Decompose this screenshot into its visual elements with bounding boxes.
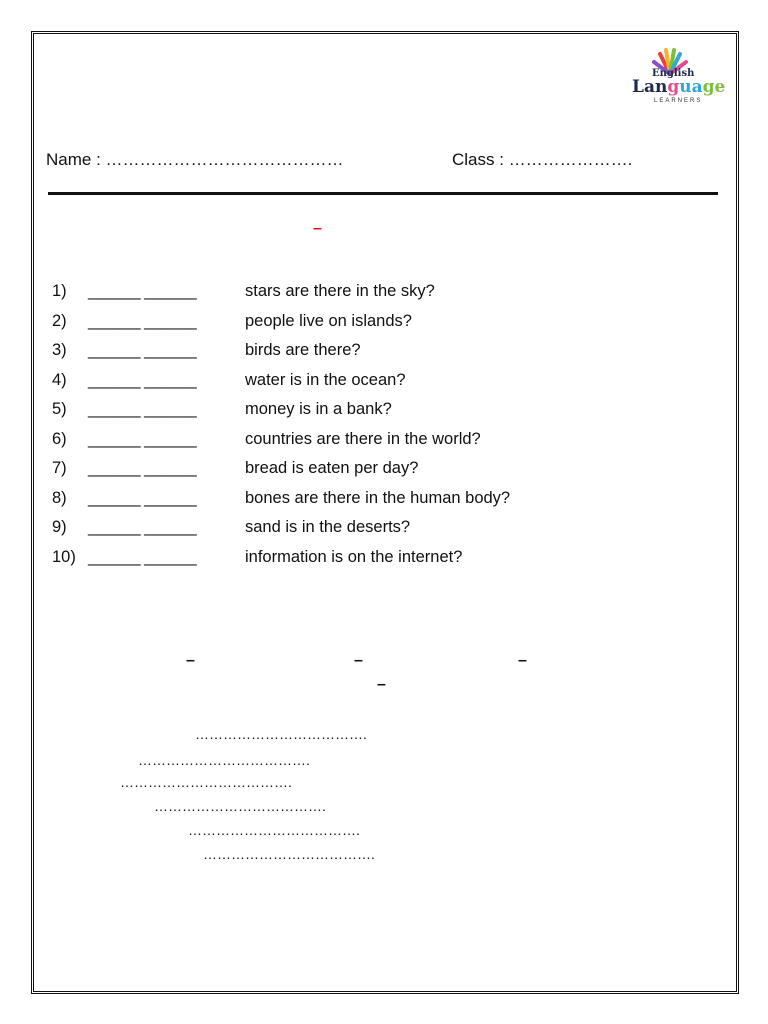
question-number: 1)	[52, 282, 67, 300]
header-divider	[48, 192, 718, 195]
dash-mark: –	[186, 652, 195, 669]
question-number: 9)	[52, 518, 67, 536]
answer-blank[interactable]: ______ ______	[88, 311, 197, 330]
dash-mark: –	[518, 652, 527, 669]
dotted-answer-line[interactable]: ……………………………….	[203, 846, 375, 862]
answer-blank[interactable]: ______ ______	[88, 488, 197, 507]
question-text: bones are there in the human body?	[245, 488, 511, 507]
dotted-answer-line[interactable]: ……………………………….	[154, 798, 326, 814]
dotted-answer-line[interactable]: ……………………………….	[195, 726, 367, 742]
logo-language-text: Language	[632, 77, 726, 97]
question-text: stars are there in the sky?	[245, 282, 435, 300]
answer-blank[interactable]: ______ ______	[88, 400, 197, 418]
question-text: information is on the internet?	[245, 547, 463, 566]
logo-english-text: English	[652, 68, 695, 79]
answer-blank[interactable]: ______ ______	[88, 547, 197, 566]
dotted-answer-line[interactable]: ……………………………….	[138, 752, 310, 768]
question-number: 7)	[52, 459, 67, 477]
dotted-answer-line[interactable]: ……………………………….	[188, 822, 360, 838]
worksheet-border	[31, 31, 739, 994]
dash-mark: –	[377, 676, 386, 693]
question-text: people live on islands?	[245, 311, 412, 330]
answer-blank[interactable]: ______ ______	[88, 429, 197, 448]
dash-mark: –	[354, 652, 363, 669]
logo-learners-text: LEARNERS	[654, 98, 703, 104]
question-text: water is in the ocean?	[245, 370, 406, 389]
question-number: 5)	[52, 400, 67, 418]
answer-blank[interactable]: ______ ______	[88, 341, 197, 359]
answer-blank[interactable]: ______ ______	[88, 370, 197, 389]
question-text: countries are there in the world?	[245, 429, 481, 448]
question-text: bread is eaten per day?	[245, 459, 419, 477]
question-number: 2)	[52, 311, 67, 330]
question-number: 6)	[52, 429, 67, 448]
answer-blank[interactable]: ______ ______	[88, 518, 197, 536]
question-number: 8)	[52, 488, 67, 507]
class-field[interactable]: Class : ………………….	[452, 150, 633, 169]
dotted-answer-line[interactable]: ……………………………….	[120, 774, 292, 790]
question-number: 3)	[52, 341, 67, 359]
question-text: birds are there?	[245, 341, 361, 359]
question-text: sand is in the deserts?	[245, 518, 411, 536]
question-text: money is in a bank?	[245, 400, 392, 418]
english-language-learners-logo	[632, 48, 726, 114]
name-field[interactable]: Name : ……………………………………	[46, 150, 344, 169]
question-number: 10)	[52, 547, 76, 566]
answer-blank[interactable]: ______ ______	[88, 282, 197, 300]
section-marker: –	[313, 220, 322, 237]
answer-blank[interactable]: ______ ______	[88, 459, 197, 477]
question-number: 4)	[52, 370, 67, 389]
